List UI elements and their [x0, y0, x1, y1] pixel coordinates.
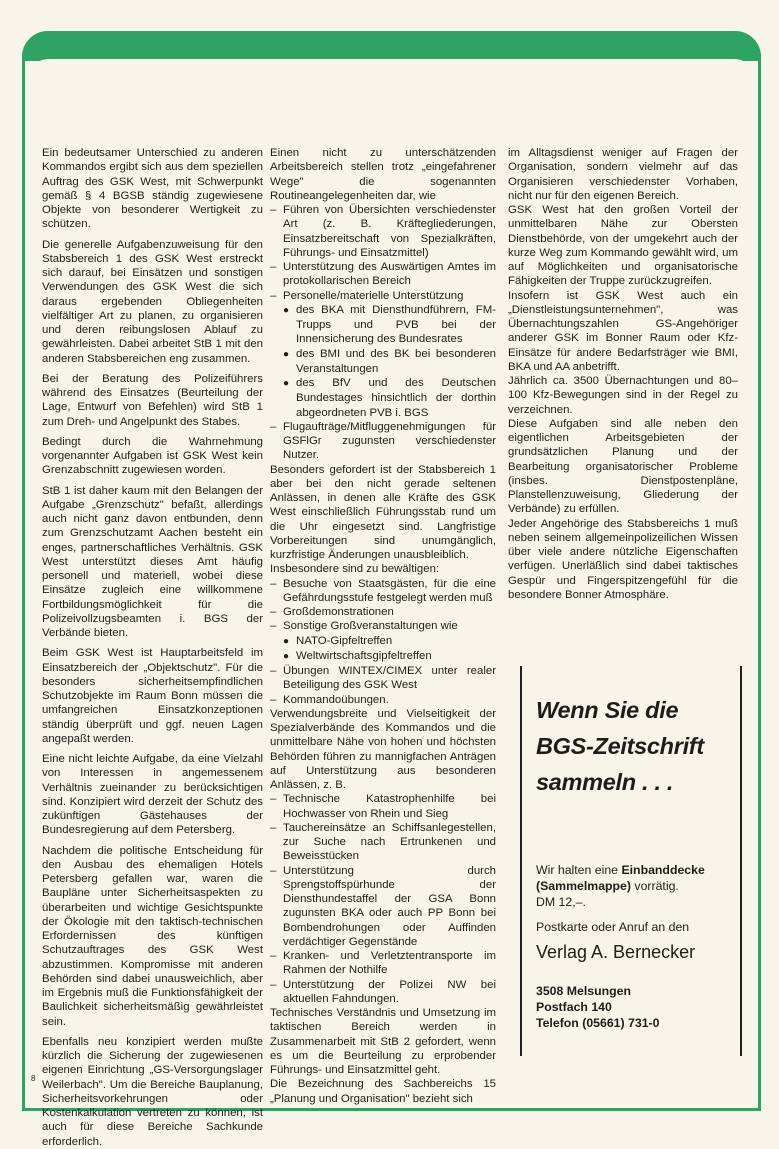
ad-headline-3: sammeln . . . — [536, 769, 674, 795]
list-item: – Personelle/materielle Unterstützung — [270, 289, 496, 303]
list-item: – Führen von Übersichten verschiedenster Art (z. B. Kräftegliederungen, Einsatzbereitschaft von Spezialkräften, Führungs- und Einsatzmittel) — [270, 203, 496, 260]
text-column-1 — [42, 146, 263, 1149]
ad-address-phone: Telefon (05661) 731-0 — [536, 1016, 660, 1030]
paragraph: Eine nicht leichte Aufgabe, da eine Vielzahl von Interessen in angemessenem Verhältnis zueinander zu berücksichtigen sind. Konzipiert wird derzeit der Schutz des zukünftigen Gästehauses der Bundesregierung auf dem Petersberg. — [42, 753, 263, 837]
paragraph: Ein bedeutsamer Unterschied zu anderen Kommandos ergibt sich aus dem speziellen Auftrag des GSK West, mit Schwerpunkt gemäß § 4 BGSB ständig zugewiesene Objekte von besonderer Wertigkeit zu schützen. — [42, 147, 263, 231]
ad-offer-text-end: vorrätig. — [631, 879, 679, 893]
paragraph: Technisches Verständnis und Umsetzung im taktischen Bereich werden in Zusammenarbeit mit StB 2 gefordert, wenn es um die Beurteilung zu erprobender Führungs- und Einsatzmittel geht. — [270, 1007, 496, 1076]
list-item: – Großdemonstrationen — [270, 605, 496, 619]
list-item: – Übungen WINTEX/CIMEX unter realer Beteiligung des GSK West — [270, 664, 496, 693]
advertisement-box — [520, 666, 742, 1056]
page-number: 8 — [31, 1074, 36, 1083]
sub-list-item: ● NATO-Gipfeltreffen — [270, 634, 496, 649]
list-item: – Kranken- und Verletztentransporte im Rahmen der Nothilfe — [270, 949, 496, 978]
list-item: – Kommandoübungen. — [270, 693, 496, 707]
text-column-3 — [508, 146, 738, 602]
list-item: – Tauchereinsätze an Schiffsanlegestellen, zur Suche nach Ertrunkenen und Beweisstücken — [270, 821, 496, 864]
ad-price: DM 12,–. — [536, 895, 586, 909]
paragraph: Jährlich ca. 3500 Übernachtungen und 80–100 Kfz-Bewegungen sind in der Regel zu verzeichnen. — [508, 375, 738, 416]
list-item: – Unterstützung des Auswärtigen Amtes im protokollarischen Bereich — [270, 260, 496, 289]
paragraph: Diese Aufgaben sind alle neben den eigentlichen Arbeitsgebieten der grundsätzlichen Planung und der Bearbeitung organisatorischer Probleme (insbes. Dienstpostenpläne, Planstellenzuweisung, Gliederung der Verbände) zu erfüllen. — [508, 417, 738, 516]
paragraph: Bei der Beratung des Polizeiführers während des Einsatzes (Beurteilung der Lage, Entwurf von Befehlen) wird StB 1 zum Dreh- und Angelpunkt des Stabes. — [42, 372, 263, 428]
ad-address-postbox: Postfach 140 — [536, 1000, 612, 1014]
paragraph: Die generelle Aufgabenzuweisung für den Stabsbereich 1 des GSK West erstreckt sich darauf, bei Einsätzen und sonstigen Verwendungen des GSK West die sich daraus ergebenden Obliegenheiten vielfältiger Art zu planen, zu organisieren und deren reibungslosen Ablauf zu gewährleisten. Dabei arbeitet StB 1 mit den anderen Stabsbereichen eng zusammen. — [42, 238, 263, 365]
list-item: – Unterstützung der Polizei NW bei aktuellen Fahndungen. — [270, 978, 496, 1007]
paragraph: Besonders gefordert ist der Stabsbereich 1 aber bei den nicht gerade seltenen Anlässen, in denen alle Kräfte des GSK West einschließlich Führungsstab rund um die Uhr eingesetzt sind. Langfristige Vorbereitungen sind unumgänglich, kurzfristige Änderungen unausbleiblich. — [270, 463, 496, 561]
paragraph: Insbesondere sind zu bewältigen: — [270, 563, 440, 576]
paragraph: Einen nicht zu unterschätzenden Arbeitsbereich stellen trotz „eingefahrener Wege" die sogenannten Routineangelegenheiten dar, wie — [270, 147, 496, 202]
paragraph: Insofern ist GSK West auch ein „Dienstleistungsunternehmen", was Übernachtungszahlen GS-Angehöriger anderer GSK im Bonner Raum oder Kfz-Einsätze für andere Bedarfsträger wie BMI, BKA und AA anbetrifft. — [508, 289, 738, 373]
list-item: – Flugaufträge/Mitfluggenehmigungen für GSFlGr zugunsten verschiedenster Nutzer. — [270, 420, 496, 463]
ad-address-city: 3508 Melsungen — [536, 984, 631, 998]
ad-offer-text: Wir halten eine — [536, 863, 622, 877]
paragraph: Nachdem die politische Entscheidung für den Ausbau des ehemaligen Hotels Petersberg gefallen war, waren die Baupläne unter Sicherheitsaspekten zu überarbeiten und wichtige Gesichtspunkte der Ökologie mit den taktisch-technischen Erfordernissen des künftigen Schutzauftrages des GSK West abzustimmen. Kompromisse mit anderen Behörden sind dabei unausweichlich, aber im Ergebnis muß die Funktionsfähigkeit der Baulichkeit sicherheitsmäßig gewährleistet sein. — [42, 844, 263, 1028]
list-item: – Unterstützung durch Sprengstoffspürhunde der Diensthundestaffel der GSA Bonn zugunsten BKA oder auch PP Bonn bei Bombendrohungen oder Auffinden verdächtiger Gegenstände — [270, 864, 496, 950]
ad-address — [536, 983, 740, 1031]
ad-publisher: Verlag A. Bernecker — [536, 942, 696, 962]
sub-list-item: ● des BKA mit Diensthundführern, FM-Trupps und PVB bei der Innensicherung des Bundesrates — [270, 303, 496, 347]
paragraph: GSK West hat den großen Vorteil der unmittelbaren Nähe zur Obersten Dienstbehörde, von der umgekehrt auch der kurze Weg zum Kommando gewählt wird, um auf Möglichkeiten und organisatorische Fähigkeiten der Truppe zurückzugreifen. — [508, 204, 738, 288]
sub-list-item: ● des BMI und des BK bei besonderen Veranstaltungen — [270, 347, 496, 377]
ad-headline-1: Wenn Sie die — [536, 697, 679, 723]
sub-list-item: ● Weltwirtschaftsgipfeltreffen — [270, 649, 496, 664]
ad-offer — [536, 862, 740, 894]
paragraph: im Alltagsdienst weniger auf Fragen der Organisation, sondern vielmehr auf das Organisieren verschiedenster Vorhaben, nicht nur für den eigenen Bereich. — [508, 147, 738, 202]
paragraph: Die Bezeichnung des Sachbereichs 15 „Planung und Organisation" bezieht sich — [270, 1078, 496, 1105]
ad-offer-product: Einbanddecke (Sammelmappe) — [536, 863, 705, 893]
list-item: – Technische Katastrophenhilfe bei Hochwasser von Rhein und Sieg — [270, 792, 496, 821]
paragraph: Bedingt durch die Wahrnehmung vorgenannter Aufgaben ist GSK West kein Grenzabschnitt zugewiesen worden. — [42, 435, 263, 477]
paragraph: StB 1 ist daher kaum mit den Belangen der Aufgabe „Grenzschutz" befaßt, allerdings auch nicht ganz davon entbunden, denn zum Grenzschutzamt Aachen besteht ein enges, partnerschaftliches Verhältnis. GSK West unterstützt dieses Amt häufig personell und materiell, wobei diese Einsätze zugleich eine willkommene Fortbildungsmöglichkeit für die Polizeivollzugsbeamten i. BGS der Verbände bieten. — [42, 484, 263, 639]
paragraph: Ebenfalls neu konzipiert werden mußte kürzlich die Sicherung der zugewiesenen eigenen Einrichtung „GS-Versorgungslager Weilerbach". Um die Bereiche Bauplanung, Sicherheitsvorkehrungen oder Kostenkalkulation vertreten zu können, ist auch für diese Bereiche Sachkunde erforderlich. — [42, 1035, 263, 1148]
ad-headline-2: BGS-Zeitschrift — [536, 733, 704, 759]
paragraph: Beim GSK West ist Hauptarbeitsfeld im Einsatzbereich der „Objektschutz". Für die besonders sicherheitsempfindlichen Schutzobjekte im Raum Bonn müssen die umfangreichen Einsatzkonzeptionen ständig überprüft und ggf. neuen Lagen angepaßt werden. — [42, 647, 263, 745]
text-column-2 — [270, 146, 496, 1106]
list-item: – Sonstige Großveranstaltungen wie — [270, 619, 496, 633]
ad-contact-intro: Postkarte oder Anruf an den — [536, 920, 690, 934]
list-item: – Besuche von Staatsgästen, für die eine Gefährdungsstufe festgelegt werden muß — [270, 577, 496, 606]
sub-list-item: ● des BfV und des Deutschen Bundestages hinsichtlich der dorthin abgeordneten PVB i. BGS — [270, 376, 496, 420]
paragraph: Verwendungsbreite und Vielseitigkeit der Spezialverbände des Kommandos und die unmittelbare Nähe von hohen und höchsten Behörden führen zu mannigfachen Anträgen auf Unterstützung aus besonderen Anlässen, z. B. — [270, 707, 496, 791]
paragraph: Jeder Angehörige des Stabsbereichs 1 muß neben seinem allgemeinpolizeilichen Wissen über viele andere nützliche Eigenschaften verfügen. Unerläßlich sind dabei taktisches Gespür und Fingerspitzengefühl für die besondere Bonner Atmosphäre. — [508, 517, 738, 601]
